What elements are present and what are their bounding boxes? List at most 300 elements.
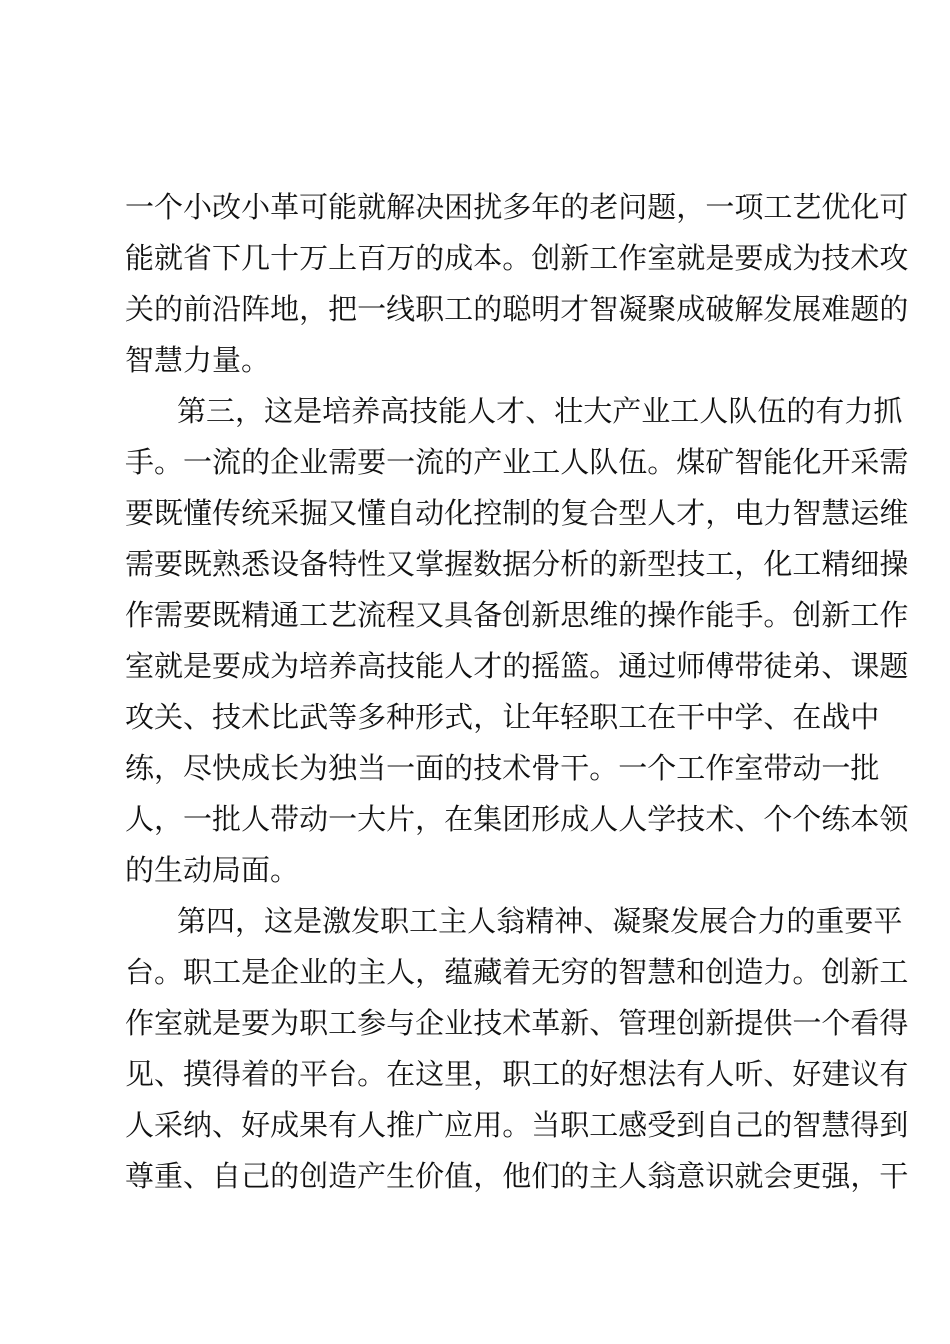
- text-char: 采: [154, 1108, 184, 1142]
- text-char: 成: [444, 241, 474, 275]
- text-char: 值: [444, 1159, 474, 1193]
- text-char: 一: [705, 190, 735, 224]
- text-char: 的: [270, 1057, 300, 1091]
- text-char: 一: [183, 802, 213, 836]
- text-char: 第: [177, 904, 207, 938]
- text-char: 凝: [618, 292, 648, 326]
- text-char: 在: [444, 802, 474, 836]
- text-char: 又: [415, 598, 445, 632]
- text-char: 一: [328, 802, 358, 836]
- text-char: 有: [328, 1108, 358, 1142]
- text-char: ，: [154, 802, 184, 836]
- text-char: 操: [647, 598, 677, 632]
- text-char: 穷: [560, 955, 590, 989]
- text-char: 过: [647, 649, 677, 683]
- text-char: 着: [241, 1057, 271, 1091]
- text-char: 熟: [212, 547, 242, 581]
- text-char: 年: [531, 700, 561, 734]
- text-char: ，: [473, 700, 503, 734]
- text-char: 懂: [183, 496, 213, 530]
- text-char: 自: [386, 496, 416, 530]
- text-char: 这: [415, 1057, 445, 1091]
- text-char: 才: [473, 649, 503, 683]
- text-char: 悉: [241, 547, 271, 581]
- text-char: 扰: [473, 190, 503, 224]
- text-char: 干: [560, 751, 590, 785]
- text-char: 技: [676, 802, 706, 836]
- text-char: 中: [705, 700, 735, 734]
- text-line: [125, 794, 909, 845]
- text-char: 成: [560, 802, 590, 836]
- text-char: 合: [589, 496, 619, 530]
- text-char: 队: [728, 394, 758, 428]
- text-char: 合: [728, 904, 758, 938]
- text-char: 主: [589, 1159, 619, 1193]
- text-char: 既: [183, 547, 213, 581]
- text-char: 。: [647, 445, 677, 479]
- text-char: 的: [502, 649, 532, 683]
- text-char: 术: [241, 700, 271, 734]
- text-char: 要: [183, 598, 213, 632]
- text-char: 的: [473, 292, 503, 326]
- text-char: 本: [850, 802, 880, 836]
- text-char: 有: [879, 1057, 909, 1091]
- text-char: 伍: [618, 445, 648, 479]
- text-char: 作: [125, 598, 155, 632]
- text-char: 掌: [415, 547, 445, 581]
- text-char: 人: [241, 802, 271, 836]
- text-char: 意: [676, 1159, 706, 1193]
- text-char: 在: [386, 1057, 416, 1091]
- text-char: 职: [415, 292, 445, 326]
- text-char: 人: [357, 1108, 387, 1142]
- text-line: [125, 896, 903, 947]
- text-char: 智: [792, 496, 822, 530]
- text-char: 抓: [873, 394, 903, 428]
- text-char: 的: [763, 1108, 793, 1142]
- text-char: 企: [415, 1006, 445, 1040]
- text-char: 、: [183, 1159, 213, 1193]
- text-char: 创: [676, 1006, 706, 1040]
- text-char: 、: [154, 1057, 184, 1091]
- text-char: 化: [850, 190, 880, 224]
- text-char: 培: [299, 649, 329, 683]
- text-char: 篮: [560, 649, 590, 683]
- text-char: 造: [328, 1159, 358, 1193]
- text-char: 智: [792, 1108, 822, 1142]
- text-char: 技: [473, 751, 503, 785]
- text-char: 理: [647, 1006, 677, 1040]
- text-char: 十: [270, 241, 300, 275]
- text-char: 到: [676, 1108, 706, 1142]
- text-char: 式: [444, 700, 474, 734]
- text-char: ，: [299, 292, 329, 326]
- text-char: 能: [328, 190, 358, 224]
- text-char: 既: [154, 496, 184, 530]
- text-char: 一: [357, 292, 387, 326]
- text-char: 是: [183, 649, 213, 683]
- text-char: 、: [763, 700, 793, 734]
- text-char: 慧: [821, 496, 851, 530]
- text-char: ，: [734, 547, 764, 581]
- text-char: 开: [821, 445, 851, 479]
- text-char: 领: [879, 802, 909, 836]
- text-char: 人: [647, 496, 677, 530]
- text-char: 业: [299, 955, 329, 989]
- text-char: 决: [415, 190, 445, 224]
- text-char: 比: [270, 700, 300, 734]
- text-char: 职: [589, 700, 619, 734]
- text-char: 破: [705, 292, 735, 326]
- text-char: 业: [502, 445, 532, 479]
- text-char: 建: [821, 1057, 851, 1091]
- text-char: 分: [531, 547, 561, 581]
- text-char: 创: [792, 598, 822, 632]
- text-char: 感: [618, 1108, 648, 1142]
- text-char: 智: [618, 955, 648, 989]
- text-char: 工: [531, 1057, 561, 1091]
- text-line: [125, 845, 837, 896]
- text-char: 养: [328, 649, 358, 683]
- text-char: 受: [647, 1108, 677, 1142]
- text-char: 中: [850, 700, 880, 734]
- text-char: 型: [618, 496, 648, 530]
- text-char: 工: [589, 241, 619, 275]
- text-char: 得: [850, 1108, 880, 1142]
- text-char: 着: [502, 955, 532, 989]
- text-char: 就: [183, 1006, 213, 1040]
- text-char: 的: [531, 496, 561, 530]
- text-char: 养: [351, 394, 381, 428]
- text-char: 人: [444, 649, 474, 683]
- text-char: 技: [409, 394, 439, 428]
- text-char: 工: [705, 547, 735, 581]
- text-char: 、: [734, 802, 764, 836]
- text-char: 。: [589, 751, 619, 785]
- text-char: 个: [154, 190, 184, 224]
- text-char: 人: [618, 1159, 648, 1193]
- text-char: 培: [322, 394, 352, 428]
- text-char: 的: [786, 394, 816, 428]
- text-char: 会: [763, 1159, 793, 1193]
- text-line: [125, 641, 909, 692]
- text-char: 职: [299, 1006, 329, 1040]
- text-char: 、: [212, 1108, 242, 1142]
- text-char: 弟: [792, 649, 822, 683]
- text-char: 线: [386, 292, 416, 326]
- text-char: 议: [850, 1057, 880, 1091]
- text-line: [125, 1049, 909, 1100]
- text-char: 己: [241, 1159, 271, 1193]
- text-line: [125, 1100, 909, 1151]
- text-char: 地: [270, 292, 300, 326]
- text-char: 想: [618, 1057, 648, 1091]
- text-char: 要: [844, 904, 874, 938]
- text-char: 快: [212, 751, 242, 785]
- text-line: [125, 437, 909, 488]
- text-char: 万: [299, 241, 329, 275]
- text-char: 人: [699, 394, 729, 428]
- text-char: 控: [473, 496, 503, 530]
- text-char: 和: [676, 955, 706, 989]
- text-char: 伍: [757, 394, 787, 428]
- text-char: 术: [850, 241, 880, 275]
- text-char: 能: [705, 598, 735, 632]
- text-char: 价: [415, 1159, 445, 1193]
- text-char: 化: [444, 496, 474, 530]
- text-char: 操: [879, 547, 909, 581]
- text-line: [125, 998, 909, 1049]
- text-char: 问: [618, 190, 648, 224]
- text-char: 人: [125, 802, 155, 836]
- text-char: 特: [328, 547, 358, 581]
- text-char: 推: [386, 1108, 416, 1142]
- text-char: 职: [560, 1108, 590, 1142]
- text-char: 创: [299, 1159, 329, 1193]
- text-char: 带: [734, 649, 764, 683]
- text-char: 练: [125, 751, 155, 785]
- text-char: 提: [734, 1006, 764, 1040]
- text-char: 面: [415, 751, 445, 785]
- text-char: 广: [415, 1108, 445, 1142]
- text-char: 主: [438, 904, 468, 938]
- text-char: 多: [502, 190, 532, 224]
- text-char: 、: [525, 394, 555, 428]
- text-char: 关: [154, 700, 184, 734]
- text-char: 力: [763, 955, 793, 989]
- text-char: 工: [763, 190, 793, 224]
- text-char: 台: [125, 955, 155, 989]
- text-char: 工: [670, 394, 700, 428]
- text-char: 骨: [531, 751, 561, 785]
- text-char: 练: [821, 802, 851, 836]
- text-char: 壮: [554, 394, 584, 428]
- text-char: 、: [821, 649, 851, 683]
- text-char: 学: [647, 802, 677, 836]
- text-char: 小: [241, 190, 271, 224]
- text-char: 慧: [647, 955, 677, 989]
- text-char: 新: [560, 241, 590, 275]
- text-char: 室: [647, 241, 677, 275]
- text-char: 供: [763, 1006, 793, 1040]
- text-char: 独: [328, 751, 358, 785]
- text-char: 的: [154, 292, 184, 326]
- text-char: 是: [241, 955, 271, 989]
- text-char: 多: [357, 700, 387, 734]
- text-line: [125, 386, 903, 437]
- text-char: 设: [270, 547, 300, 581]
- text-char: 。: [154, 445, 184, 479]
- text-char: 的: [328, 955, 358, 989]
- text-char: 的: [560, 1057, 590, 1091]
- text-char: 动: [299, 802, 329, 836]
- text-char: 。: [502, 1108, 532, 1142]
- text-char: 一: [792, 1006, 822, 1040]
- text-char: 需: [154, 598, 184, 632]
- text-line-content: 的生动局面。: [125, 853, 300, 887]
- text-char: 题: [647, 190, 677, 224]
- text-char: 项: [734, 190, 764, 224]
- text-char: 技: [212, 700, 242, 734]
- text-char: 工: [850, 598, 880, 632]
- text-char: 的: [415, 241, 445, 275]
- text-char: 手: [734, 598, 764, 632]
- text-char: 傅: [705, 649, 735, 683]
- text-char: 老: [589, 190, 619, 224]
- text-char: 个: [763, 802, 793, 836]
- text-char: 要: [125, 496, 155, 530]
- text-char: 识: [705, 1159, 735, 1193]
- text-char: 重: [815, 904, 845, 938]
- text-char: 新: [531, 598, 561, 632]
- text-char: 成: [676, 292, 706, 326]
- text-char: 室: [734, 751, 764, 785]
- text-char: 发: [351, 904, 381, 938]
- text-char: 懂: [357, 496, 387, 530]
- text-char: 才: [496, 394, 526, 428]
- text-char: 批: [850, 751, 880, 785]
- text-char: 。: [357, 1057, 387, 1091]
- text-char: 重: [154, 1159, 184, 1193]
- text-char: 得: [879, 1006, 909, 1040]
- text-line: [125, 284, 909, 335]
- text-char: 团: [502, 802, 532, 836]
- text-char: 才: [560, 292, 590, 326]
- text-char: 年: [531, 190, 561, 224]
- text-char: 又: [386, 547, 416, 581]
- text-char: 才: [676, 496, 706, 530]
- text-char: 作: [705, 751, 735, 785]
- text-char: 采: [270, 496, 300, 530]
- text-char: 解: [386, 190, 416, 224]
- text-char: 能: [438, 394, 468, 428]
- text-char: 创: [502, 598, 532, 632]
- text-char: 。: [502, 241, 532, 275]
- text-char: 聪: [502, 292, 532, 326]
- text-char: 人: [589, 802, 619, 836]
- text-char: 精: [821, 547, 851, 581]
- text-char: 需: [125, 547, 155, 581]
- text-char: 通: [270, 598, 300, 632]
- text-char: 人: [467, 394, 497, 428]
- text-line: [125, 488, 909, 539]
- text-char: 就: [676, 241, 706, 275]
- text-char: 用: [473, 1108, 503, 1142]
- text-char: 省: [183, 241, 213, 275]
- text-char: 新: [560, 1006, 590, 1040]
- text-char: 工: [589, 1108, 619, 1142]
- text-char: 、: [763, 1057, 793, 1091]
- text-char: 。: [154, 955, 184, 989]
- text-char: 能: [763, 445, 793, 479]
- text-char: 为: [270, 1006, 300, 1040]
- text-char: 三: [206, 394, 236, 428]
- text-char: 武: [299, 700, 329, 734]
- text-char: 技: [386, 649, 416, 683]
- text-char: 强: [821, 1159, 851, 1193]
- text-char: 困: [444, 190, 474, 224]
- text-char: 、: [183, 700, 213, 734]
- text-char: 作: [618, 241, 648, 275]
- text-char: 展: [792, 292, 822, 326]
- text-char: 备: [473, 598, 503, 632]
- text-char: 展: [699, 904, 729, 938]
- text-char: 析: [560, 547, 590, 581]
- text-char: 术: [502, 1006, 532, 1040]
- text-char: 带: [763, 751, 793, 785]
- text-char: 性: [357, 547, 387, 581]
- text-line: [125, 335, 837, 386]
- text-char: ，: [850, 1159, 880, 1193]
- text-char: 果: [299, 1108, 329, 1142]
- text-line: [125, 182, 909, 233]
- text-char: 能: [415, 649, 445, 683]
- text-char: 职: [502, 1057, 532, 1091]
- text-char: 技: [676, 547, 706, 581]
- text-char: ，: [235, 394, 265, 428]
- text-char: 好: [792, 1057, 822, 1091]
- text-char: 智: [734, 445, 764, 479]
- text-char: 徒: [763, 649, 793, 683]
- text-char: 作: [879, 598, 909, 632]
- text-char: 传: [212, 496, 242, 530]
- text-char: 要: [357, 445, 387, 479]
- text-char: 管: [618, 1006, 648, 1040]
- text-line: [125, 590, 909, 641]
- text-char: 让: [502, 700, 532, 734]
- text-char: 法: [647, 1057, 677, 1091]
- text-char: 里: [444, 1057, 474, 1091]
- text-char: 力: [844, 394, 874, 428]
- text-char: 参: [357, 1006, 387, 1040]
- text-char: 的: [241, 445, 271, 479]
- text-char: 个: [821, 1006, 851, 1040]
- text-char: 题: [879, 649, 909, 683]
- text-char: 当: [531, 1108, 561, 1142]
- text-char: 聚: [641, 904, 671, 938]
- text-char: 慧: [821, 1108, 851, 1142]
- text-char: 长: [270, 751, 300, 785]
- text-char: 新: [618, 547, 648, 581]
- text-char: ，: [235, 904, 265, 938]
- text-char: 业: [299, 445, 329, 479]
- text-char: 产: [612, 394, 642, 428]
- text-char: 工: [212, 955, 242, 989]
- text-char: 一: [183, 445, 213, 479]
- text-char: 形: [531, 802, 561, 836]
- text-char: ，: [473, 1057, 503, 1091]
- text-char: 造: [734, 955, 764, 989]
- text-char: 四: [206, 904, 236, 938]
- text-char: ，: [473, 1159, 503, 1193]
- text-line: [125, 233, 909, 284]
- text-char: 创: [821, 955, 851, 989]
- text-char: 在: [647, 700, 677, 734]
- text-char: 。: [589, 649, 619, 683]
- text-char: 的: [560, 190, 590, 224]
- text-char: 凝: [612, 904, 642, 938]
- text-char: 工: [299, 598, 329, 632]
- text-char: 就: [734, 1159, 764, 1193]
- text-char: 成: [241, 649, 271, 683]
- text-char: 解: [734, 292, 764, 326]
- body-text: [125, 182, 909, 1202]
- text-char: 术: [705, 802, 735, 836]
- text-char: 把: [328, 292, 358, 326]
- text-char: 。: [792, 955, 822, 989]
- text-char: 手: [125, 445, 155, 479]
- text-char: 万: [386, 241, 416, 275]
